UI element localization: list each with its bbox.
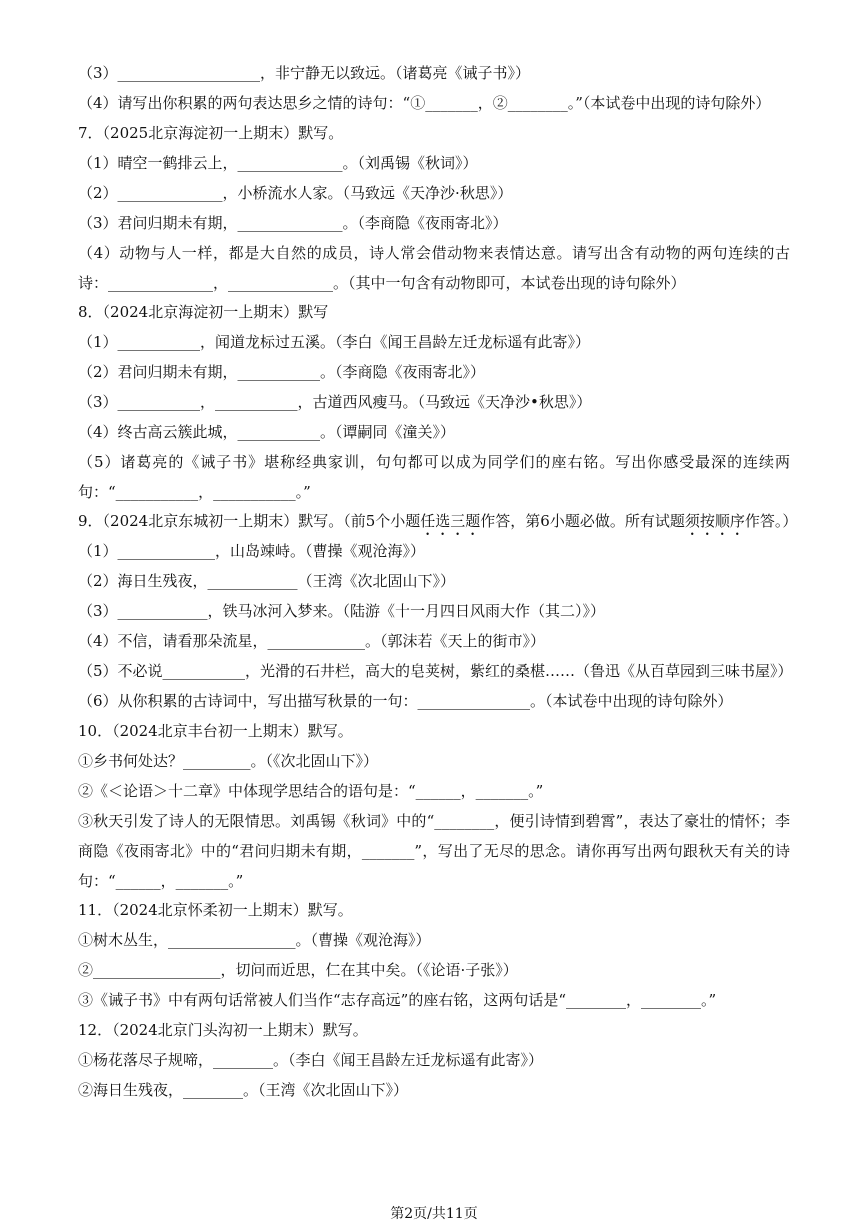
q11-item-3: ③《诫子书》中有两句话常被人们当作“志存高远”的座右铭，这两句话是“________，________。” [78, 991, 717, 1009]
q9-item-5: （5）不必说___________，光滑的石井栏，高大的皂荚树，紫红的桑椹……（鲁迅《从百草园到三味书屋》） [78, 662, 793, 680]
q7-item-1: （1）晴空一鹤排云上，______________。（刘禹锡《秋词》） [78, 154, 478, 172]
q7-item-3: （3）君问归期未有期，______________。（李商隐《夜雨寄北》） [78, 214, 508, 232]
q12-item-2: ②海日生残夜，________。（王湾《次北固山下》） [78, 1081, 409, 1099]
q8-item-3: （3）___________，___________，古道西风瘦马。（马致远《天净沙•秋思》） [78, 393, 592, 411]
q9-emphasis-in-order: 须按顺序 [684, 512, 745, 530]
q7-heading: 7．（2025北京海淀初一上期末）默写。 [78, 124, 344, 142]
q7-item-4: （4）动物与人一样，都是大自然的成员，诗人常会借动物来表情达意。请写出含有动物的两句连续的古诗：______________，______________。（其中一句含有动物即可，本试卷出现的诗句除外） [78, 244, 790, 292]
q6-item-3: （3）___________________，非宁静无以致远。（诸葛亮《诫子书》） [78, 64, 531, 82]
q10-item-1: ①乡书何处达？_________。（《次北固山下》） [78, 752, 379, 770]
q10-item-3: ③秋天引发了诗人的无限情思。刘禹锡《秋词》中的“________，便引诗情到碧霄”，表达了豪壮的情怀；李商隐《夜雨寄北》中的“君问归期未有期，_______”，写出了无尽的思念。请你再写出两句跟秋天有关的诗句：“______，_______。” [78, 812, 790, 890]
q9-item-4: （4）不信，请看那朵流星，_____________。（郭沫若《天上的街市》） [78, 632, 546, 650]
q9-emphasis-choose-three: 任选三题 [420, 512, 481, 530]
page-number: 第2页/共11页 [390, 1206, 478, 1222]
q8-heading: 8．（2024北京海淀初一上期末）默写 [78, 303, 329, 321]
q8-item-1: （1）___________，闻道龙标过五溪。（李白《闻王昌龄左迁龙标遥有此寄》） [78, 333, 591, 351]
q9-emphasis-required: 必做 [579, 512, 610, 530]
q6-item-4: （4）请写出你积累的两句表达思乡之情的诗句：“①_______，②________。”（本试卷中出现的诗句除外） [78, 94, 771, 112]
q12-item-1: ①杨花落尽子规啼，________。（李白《闻王昌龄左迁龙标遥有此寄》） [78, 1051, 544, 1069]
q8-item-2: （2）君问归期未有期，___________。（李商隐《夜雨寄北》） [78, 363, 486, 381]
page-content [78, 64, 798, 1111]
q7-item-2: （2）______________，小桥流水人家。（马致远《天净沙·秋思》） [78, 184, 513, 202]
q8-item-5: （5）诸葛亮的《诫子书》堪称经典家训，句句都可以成为同学们的座右铭。写出你感受最深的连续两句：“___________，___________。” [78, 453, 790, 501]
q12-heading: 12．（2024北京门头沟初一上期末）默写。 [78, 1021, 368, 1039]
q9-item-1: （1）_____________，山岛竦峙。（曹操《观沧海》） [78, 542, 426, 560]
q9-heading-suffix: 作答。） [744, 512, 798, 530]
q9-heading-middle: 作答，第6小题 [480, 512, 580, 530]
q11-item-1: ①树木丛生，_________________。（曹操《观沧海》） [78, 931, 431, 949]
q9-item-6: （6）从你积累的古诗词中，写出描写秋景的一句：_______________。（本试卷中出现的诗句除外） [78, 692, 733, 710]
q8-item-4: （4）终古高云簇此城，___________。（谭嗣同《潼关》） [78, 423, 456, 441]
q10-item-2: ②《＜论语＞十二章》中体现学思结合的语句是：“______，_______。” [78, 782, 544, 800]
q9-heading-prefix: 9．（2024北京东城初一上期末）默写。（前5个小题 [78, 512, 421, 530]
q9-item-3: （3）____________，铁马冰河入梦来。（陆游《十一月四日风雨大作（其二）》） [78, 602, 606, 620]
q11-heading: 11．（2024北京怀柔初一上期末）默写。 [78, 901, 353, 919]
q11-item-2: ②_________________，切问而近思，仁在其中矣。（《论语·子张》） [78, 961, 518, 979]
q9-item-2: （2）海日生残夜，____________（王湾《次北固山下》） [78, 572, 456, 590]
q10-heading: 10．（2024北京丰台初一上期末）默写。 [78, 722, 353, 740]
q9-heading-middle-2: 。所有试题 [609, 512, 685, 530]
q9-heading [78, 512, 798, 531]
